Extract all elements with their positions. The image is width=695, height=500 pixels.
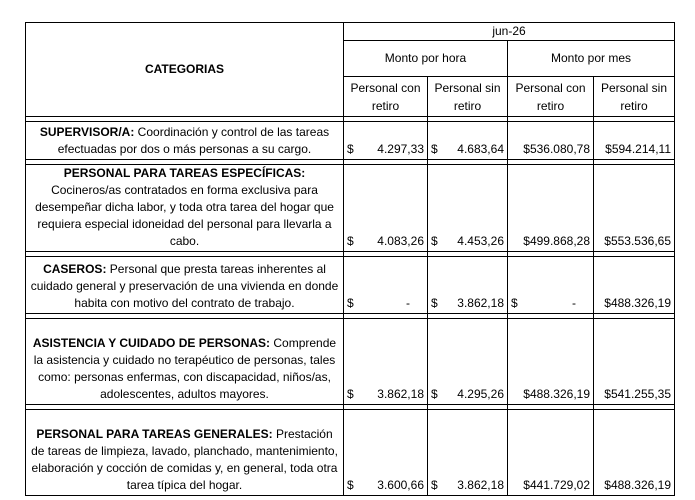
- category-description: Comprende la asistencia y cuidado no terapéutico de personas, tales como: personas enfermas, con discapacidad, niños/as, adolescentes, adultos mayores.: [33, 336, 337, 401]
- monthly-con-retiro-value: $488.326,19: [508, 319, 594, 405]
- period-header: jun-26: [344, 23, 675, 41]
- monthly-sin-retiro-value: $541.255,35: [594, 319, 675, 405]
- hourly-sin-retiro-value: $ 3.862,18: [428, 410, 508, 496]
- category-cell: [26, 165, 344, 252]
- hourly-con-retiro-value: $ 4.083,26: [344, 165, 428, 252]
- category-description: Cocineros/as contratados en forma exclusiva para desempeñar dicha labor, y toda otra tarea del hogar que requiera especial idoneidad del personal para llevarla a cabo.: [35, 183, 334, 248]
- hourly-con-retiro-value: $ 4.297,33: [344, 122, 428, 160]
- monthly-con-retiro-value: $ -: [508, 257, 594, 314]
- hourly-amount-header: Monto por hora: [344, 41, 508, 77]
- category-cell: [26, 122, 344, 160]
- category-description: Prestación de tareas de limpieza, lavado, planchado, mantenimiento, elaboración y cocción de comidas y, en general, toda otra tarea típica del hogar.: [31, 427, 338, 492]
- hourly-con-retiro-value: $ 3.862,18: [344, 319, 428, 405]
- monthly-con-retiro-value: $536.080,78: [508, 122, 594, 160]
- table-row: [26, 319, 675, 405]
- category-cell: [26, 410, 344, 496]
- table-row: [26, 257, 675, 314]
- hourly-sin-retiro-value: $ 3.862,18: [428, 257, 508, 314]
- hourly-con-retiro-header: Personal con retiro: [344, 77, 428, 117]
- table-row: [26, 122, 675, 160]
- monthly-sin-retiro-value: $594.214,11: [594, 122, 675, 160]
- categories-header: CATEGORIAS: [26, 23, 344, 117]
- hourly-sin-retiro-value: $ 4.683,64: [428, 122, 508, 160]
- monthly-con-retiro-value: $441.729,02: [508, 410, 594, 496]
- table-row: [26, 410, 675, 496]
- category-description: Coordinación y control de las tareas efectuadas por dos o más personas a su cargo.: [57, 125, 330, 156]
- table-row: [26, 165, 675, 252]
- category-cell: [26, 257, 344, 314]
- hourly-con-retiro-value: $ -: [344, 257, 428, 314]
- salary-table: [25, 22, 675, 496]
- monthly-con-retiro-header: Personal con retiro: [508, 77, 594, 117]
- category-title: PERSONAL PARA TAREAS GENERALES:: [36, 427, 273, 441]
- hourly-sin-retiro-value: $ 4.453,26: [428, 165, 508, 252]
- monthly-sin-retiro-value: $488.326,19: [594, 410, 675, 496]
- monthly-con-retiro-value: $499.868,28: [508, 165, 594, 252]
- monthly-sin-retiro-value: $553.536,65: [594, 165, 675, 252]
- category-title: CASEROS:: [43, 262, 107, 276]
- category-title: ASISTENCIA Y CUIDADO DE PERSONAS:: [32, 336, 271, 350]
- category-description: Personal que presta tareas inherentes al cuidado general y preservación de una vivienda en donde habita con motivo del contrato de trabajo.: [30, 262, 339, 310]
- category-title: PERSONAL PARA TAREAS ESPECÍFICAS:: [63, 166, 306, 180]
- salary-table-frame: [25, 22, 675, 496]
- hourly-sin-retiro-header: Personal sin retiro: [428, 77, 508, 117]
- hourly-con-retiro-value: $ 3.600,66: [344, 410, 428, 496]
- monthly-amount-header: Monto por mes: [508, 41, 675, 77]
- hourly-sin-retiro-value: $ 4.295,26: [428, 319, 508, 405]
- monthly-sin-retiro-value: $488.326,19: [594, 257, 675, 314]
- category-cell: [26, 319, 344, 405]
- category-title: SUPERVISOR/A:: [39, 125, 135, 139]
- monthly-sin-retiro-header: Personal sin retiro: [594, 77, 675, 117]
